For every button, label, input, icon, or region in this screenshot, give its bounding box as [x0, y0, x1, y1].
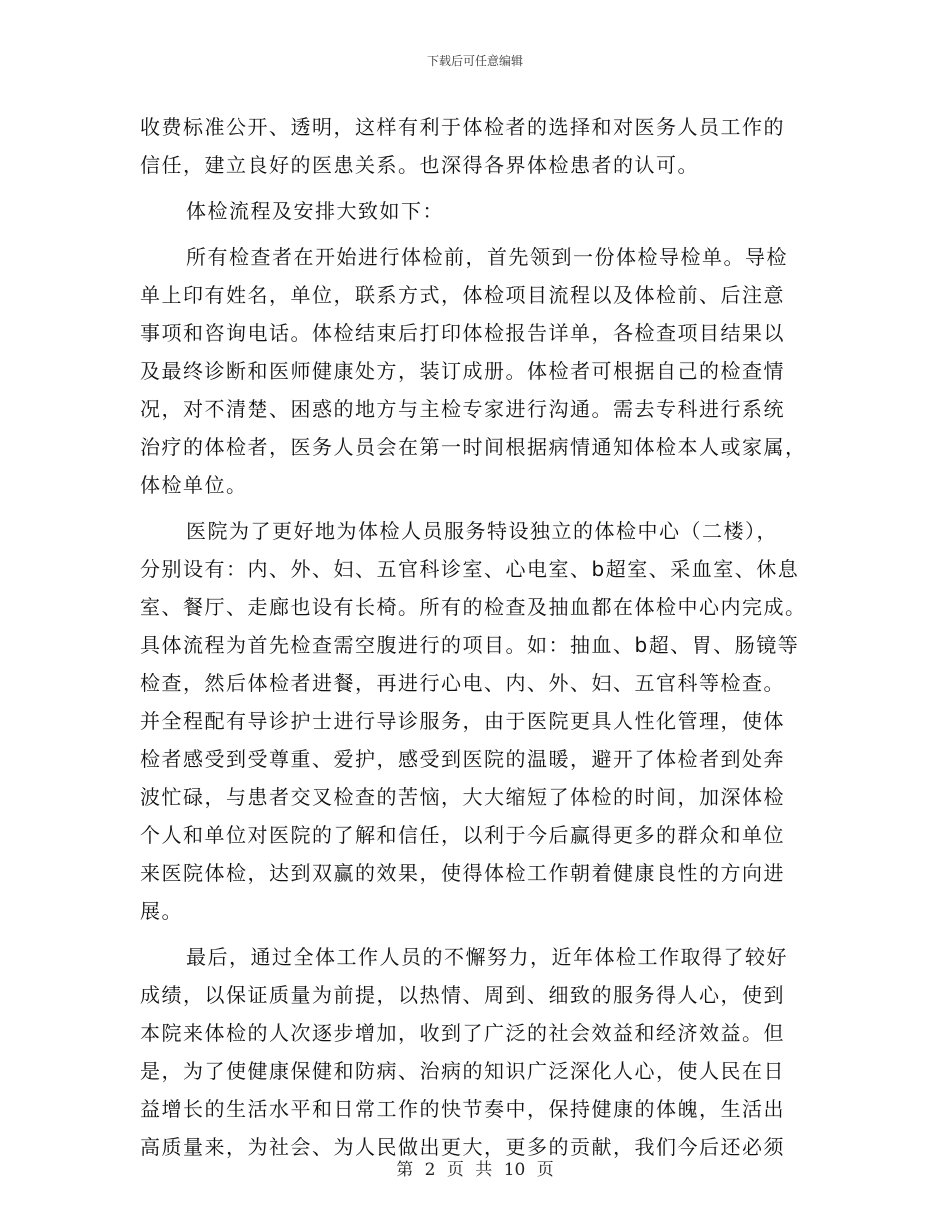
text-line: 并全程配有导诊护士进行导诊服务，由于医院更具人性化管理，使体 — [140, 709, 785, 733]
document-body — [140, 108, 810, 1166]
text-line: 波忙碌，与患者交叉检查的苦恼，大大缩短了体检的时间，加深体检 — [140, 785, 785, 809]
text-line: 单上印有姓名，单位，联系方式，体检项目流程以及体检前、后注意 — [140, 283, 785, 307]
text-line: 来医院体检，达到双赢的效果，使得体检工作朝着健康良性的方向进 — [140, 861, 785, 885]
page-number-footer: 第 2 页 共 10 页 — [396, 1160, 554, 1180]
page-header-note: 下载后可任意编辑 — [426, 54, 523, 68]
paragraph — [140, 512, 810, 930]
text-line: 是，为了使健康保健和防病、治病的知识广泛深化人心，使人民在日 — [140, 1059, 785, 1083]
text-line: 及最终诊断和医师健康处方，装订成册。体检者可根据自己的检查情 — [140, 359, 785, 383]
text-line: 检者感受到受尊重、爱护，感受到医院的温暖，避开了体检者到处奔 — [140, 747, 785, 771]
text-line: 收费标准公开、透明，这样有利于体检者的选择和对医务人员工作的 — [140, 115, 785, 139]
text-line: 信任，建立良好的医患关系。也深得各界体检患者的认可。 — [140, 153, 699, 177]
text-line: 医院为了更好地为体检人员服务特设独立的体检中心（二楼）， — [186, 519, 778, 543]
paragraph — [140, 108, 810, 184]
text-line: 益增长的生活水平和日常工作的快节奏中，保持健康的体魄，生活出 — [140, 1097, 785, 1121]
paragraph — [140, 938, 810, 1166]
text-line: 事项和咨询电话。体检结束后打印体检报告详单，各检查项目结果以 — [140, 321, 785, 345]
text-line: 所有检查者在开始进行体检前，首先领到一份体检导检单。导检 — [186, 245, 788, 269]
text-line: 高质量来，为社会、为人民做出更大，更多的贡献，我们今后还必须 — [140, 1135, 785, 1159]
text-line: 最后，通过全体工作人员的不懈努力，近年体检工作取得了较好 — [186, 945, 788, 969]
text-line: 个人和单位对医院的了解和信任，以利于今后赢得更多的群众和单位 — [140, 823, 785, 847]
paragraph — [140, 192, 810, 230]
text-line: 室、餐厅、走廊也设有长椅。所有的检查及抽血都在体检中心内完成。 — [140, 595, 807, 619]
text-line: 展。 — [140, 899, 183, 923]
text-line: 治疗的体检者，医务人员会在第一时间根据病情通知体检本人或家属， — [140, 435, 807, 459]
text-line: 况，对不清楚、困惑的地方与主检专家进行沟通。需去专科进行系统 — [140, 397, 785, 421]
text-line: 本院来体检的人次逐步增加，收到了广泛的社会效益和经济效益。但 — [140, 1021, 785, 1045]
text-line: 体检流程及安排大致如下： — [186, 199, 444, 223]
text-line: 检查，然后体检者进餐，再进行心电、内、外、妇、五官科等检查。 — [140, 671, 785, 695]
text-line: 体检单位。 — [140, 473, 248, 497]
paragraph — [140, 238, 810, 504]
text-line: 成绩，以保证质量为前提，以热情、周到、细致的服务得人心，使到 — [140, 983, 785, 1007]
text-line: 具体流程为首先检查需空腹进行的项目。如：抽血、b超、胃、肠镜等 — [140, 633, 800, 657]
text-line: 分别设有：内、外、妇、五官科诊室、心电室、b超室、采血室、休息 — [140, 557, 800, 581]
